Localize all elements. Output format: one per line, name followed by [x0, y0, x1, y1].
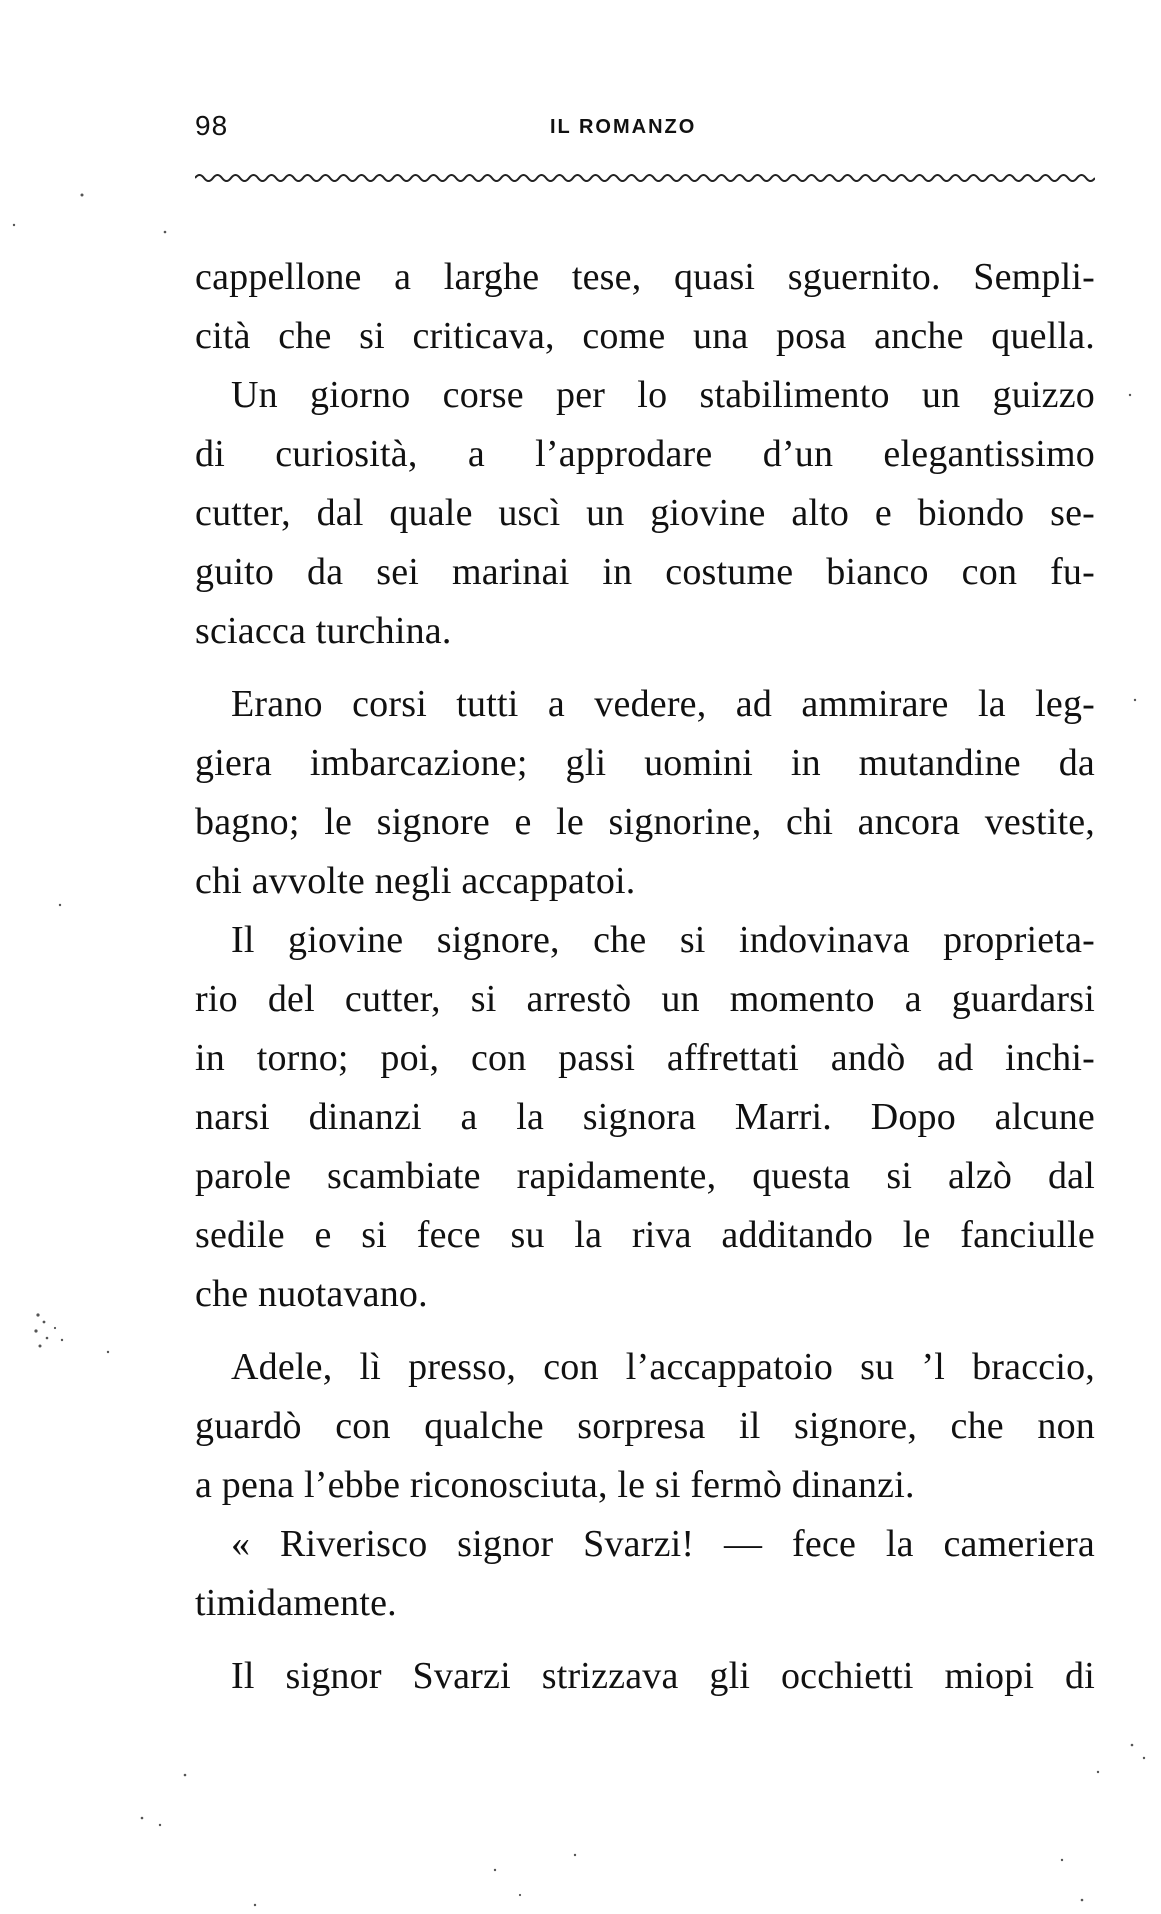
paragraph	[195, 248, 1095, 366]
text-line: timidamente.	[195, 1582, 397, 1624]
paragraph	[195, 1338, 1095, 1515]
text-line: « Riverisco signor Svarzi! — fece la cameriera	[231, 1523, 1095, 1565]
running-title: IL ROMANZO	[550, 116, 697, 138]
text-line: Erano corsi tutti a vedere, ad ammirare la leg-	[231, 683, 1095, 725]
text-line: sedile e si fece su la riva additando le fanciulle	[195, 1214, 1095, 1256]
paragraph	[195, 1647, 1095, 1706]
text-line: a pena l’ebbe riconosciuta, le si fermò dinanzi.	[195, 1464, 915, 1506]
body-text	[195, 248, 1095, 1706]
text-line: sciacca turchina.	[195, 610, 452, 652]
wavy-rule	[195, 168, 1095, 188]
text-line: chi avvolte negli accappatoi.	[195, 860, 636, 902]
text-line: cutter, dal quale uscì un giovine alto e biondo se-	[195, 492, 1095, 534]
text-line: parole scambiate rapidamente, questa si alzò dal	[195, 1155, 1095, 1197]
page-number: 98	[195, 110, 229, 141]
text-line: narsi dinanzi a la signora Marri. Dopo alcune	[195, 1096, 1095, 1138]
paragraph	[195, 911, 1095, 1324]
text-line: guito da sei marinai in costume bianco con fu-	[195, 551, 1095, 593]
text-line: giera imbarcazione; gli uomini in mutandine da	[195, 742, 1095, 784]
text-line: Adele, lì presso, con l’accappatoio su ’l braccio,	[231, 1346, 1095, 1388]
text-line: bagno; le signore e le signorine, chi ancora vestite,	[195, 801, 1095, 843]
text-line: cappellone a larghe tese, quasi sguernito. Sempli-	[195, 256, 1095, 298]
text-line: Il signor Svarzi strizzava gli occhietti miopi di	[231, 1655, 1095, 1697]
text-line: in torno; poi, con passi affrettati andò ad inchi-	[195, 1037, 1095, 1079]
text-line: cità che si criticava, come una posa anche quella.	[195, 315, 1095, 357]
text-line: di curiosità, a l’approdare d’un elegantissimo	[195, 433, 1095, 475]
text-line: guardò con qualche sorpresa il signore, che non	[195, 1405, 1095, 1447]
text-line: Il giovine signore, che si indovinava proprieta-	[231, 919, 1095, 961]
text-line: che nuotavano.	[195, 1273, 428, 1315]
running-head	[195, 110, 1095, 150]
text-line: rio del cutter, si arrestò un momento a guardarsi	[195, 978, 1095, 1020]
paragraph	[195, 366, 1095, 661]
text-line: Un giorno corse per lo stabilimento un guizzo	[231, 374, 1095, 416]
paragraph	[195, 675, 1095, 911]
paragraph	[195, 1515, 1095, 1633]
